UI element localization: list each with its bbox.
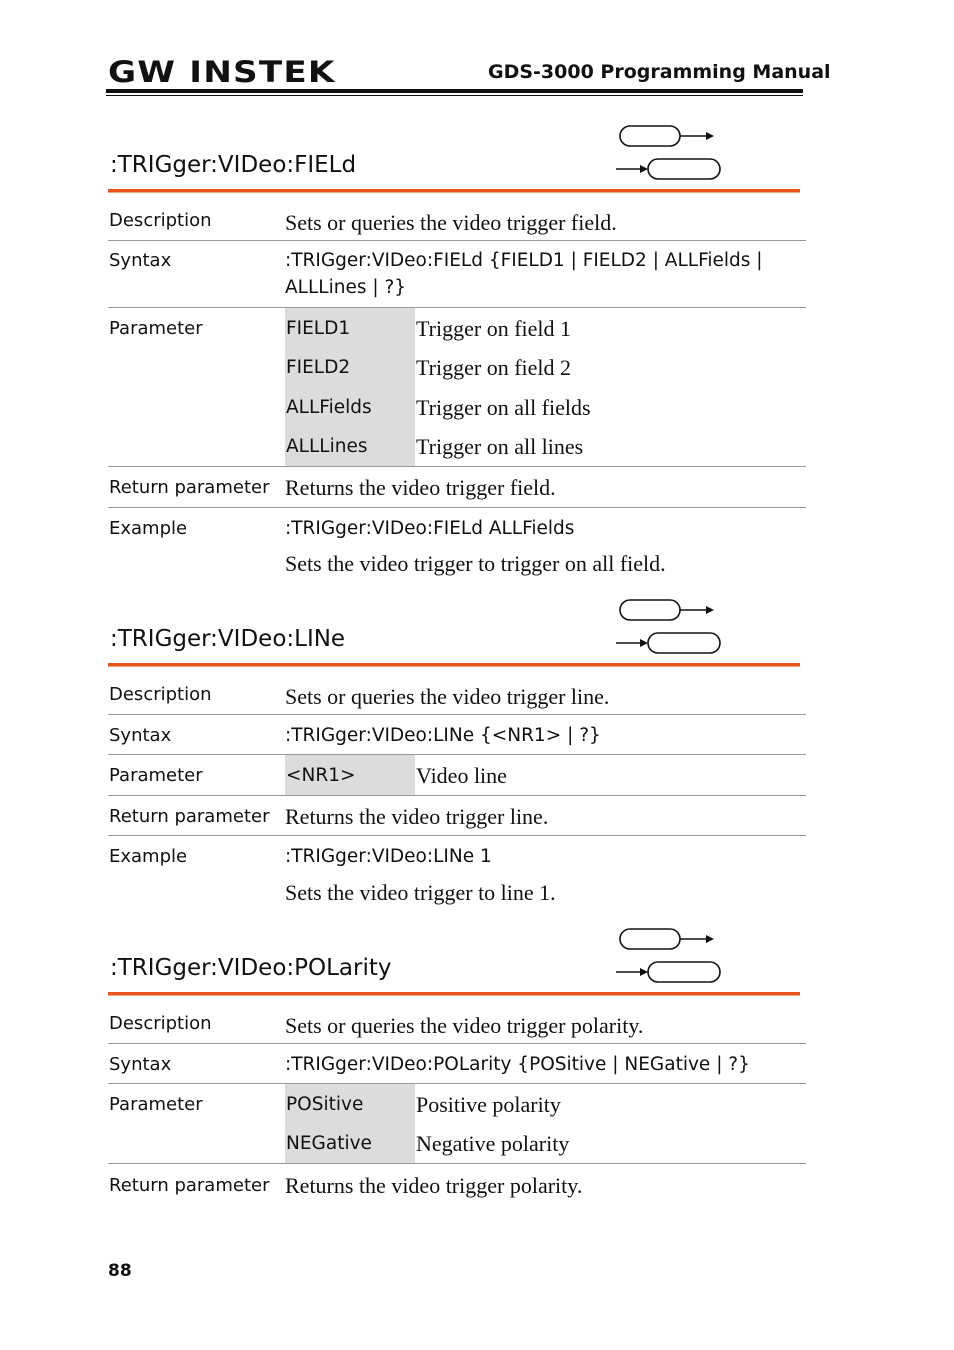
example-code: :TRIGger:VIDeo:FIELd ALLFields [285,518,575,539]
parameter-name: POSitive [286,1094,364,1115]
parameter-name: <NR1> [286,765,356,786]
return-label: Return parameter [109,806,270,827]
row-separator [108,754,806,755]
row-separator [108,795,806,796]
parameter-label: Parameter [109,318,203,339]
parameter-name: ALLLines [286,436,368,457]
query-command-icon [616,633,720,653]
parameter-desc: Trigger on all lines [416,434,584,459]
parameter-desc: Trigger on all fields [416,395,591,420]
row-separator [108,466,806,467]
section-rule [108,992,800,995]
header-rule [106,89,803,93]
syntax-text: :TRIGger:VIDeo:FIELd {FIELD1 | FIELD2 | ALLFields | ALLLines | ?} [285,250,763,298]
header-rule-thin [106,95,803,96]
command-section-polarity [108,923,806,1213]
syntax-label: Syntax [109,1054,172,1075]
set-command-icon [620,126,714,146]
set-query-icon [614,925,726,987]
query-command-icon [616,159,720,179]
example-label: Example [109,518,188,539]
parameter-label: Parameter [109,1094,203,1115]
row-separator [108,714,806,715]
example-description: Sets the video trigger to trigger on all field. [285,551,666,576]
parameter-desc: Positive polarity [416,1092,561,1117]
set-query-icon [614,122,726,184]
command-title: :TRIGger:VIDeo:LINe [110,626,346,652]
section-rule [108,189,800,192]
example-label: Example [109,846,188,867]
parameter-name: FIELD2 [286,357,351,378]
return-text: Returns the video trigger line. [285,804,549,829]
parameter-name: FIELD1 [286,318,351,339]
command-title: :TRIGger:VIDeo:POLarity [110,955,392,981]
description-text: Sets or queries the video trigger polarity. [285,1013,644,1038]
set-query-icon [614,596,726,658]
row-separator [108,1163,806,1164]
row-separator [108,507,806,508]
parameter-desc: Negative polarity [416,1131,570,1156]
return-text: Returns the video trigger field. [285,475,556,500]
return-text: Returns the video trigger polarity. [285,1173,583,1198]
description-text: Sets or queries the video trigger field. [285,210,617,235]
parameter-desc: Trigger on field 2 [416,355,572,380]
description-label: Description [109,210,212,231]
row-separator [108,240,806,241]
parameter-name: NEGative [286,1133,372,1154]
row-separator [108,307,806,308]
section-rule [108,663,800,666]
row-separator [108,1043,806,1044]
row-separator [108,835,806,836]
command-section-line [108,594,806,914]
description-text: Sets or queries the video trigger line. [285,684,610,709]
description-label: Description [109,684,212,705]
query-command-icon [616,962,720,982]
example-description: Sets the video trigger to line 1. [285,880,556,905]
description-label: Description [109,1013,212,1034]
command-title: :TRIGger:VIDeo:FIELd [110,152,357,178]
return-label: Return parameter [109,1175,270,1196]
syntax-text: :TRIGger:VIDeo:POLarity {POSitive | NEGative | ?} [285,1054,750,1075]
parameter-desc: Video line [416,763,507,788]
return-label: Return parameter [109,477,270,498]
syntax-text: :TRIGger:VIDeo:LINe {<NR1> | ?} [285,725,601,746]
parameter-desc: Trigger on field 1 [416,316,572,341]
parameter-label: Parameter [109,765,203,786]
syntax-label: Syntax [109,250,172,271]
set-command-icon [620,600,714,620]
set-command-icon [620,929,714,949]
syntax-label: Syntax [109,725,172,746]
page-number: 88 [108,1261,132,1281]
example-code: :TRIGger:VIDeo:LINe 1 [285,846,492,867]
manual-title: GDS-3000 Programming Manual [488,61,831,83]
parameter-name: ALLFields [286,397,372,418]
brand-logo: GW INSTEK [108,55,336,89]
command-section-field [108,120,806,590]
row-separator [108,1083,806,1084]
